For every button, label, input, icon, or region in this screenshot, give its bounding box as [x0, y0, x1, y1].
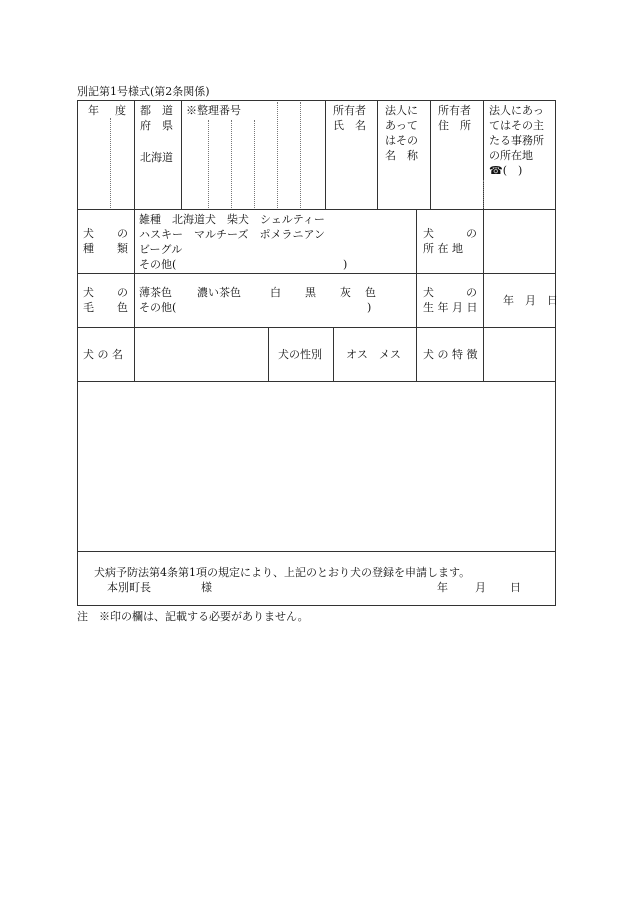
col-line	[134, 209, 135, 382]
col-line	[430, 100, 431, 210]
dotted-divider	[277, 102, 278, 208]
corp-name-label-3: はその	[385, 134, 418, 147]
location-label-bottom: 所 在 地	[423, 242, 463, 255]
mayor-label: 本別町長	[107, 581, 151, 594]
corp-name-label-4: 名 称	[385, 149, 418, 162]
coat-option[interactable]: 色	[365, 286, 376, 299]
application-month: 月	[475, 581, 486, 594]
owner-name-label-1: 所有者	[333, 104, 366, 117]
dotted-divider	[110, 118, 111, 208]
footnote: 注 ※印の欄は、記載する必要がありません。	[77, 610, 309, 623]
table-right-border	[555, 100, 556, 606]
col-line	[181, 100, 182, 210]
coat-label-top: 犬 の	[83, 286, 128, 299]
breed-options-line1[interactable]: 雑種 北海道犬 柴犬 シェルティー	[139, 213, 325, 226]
corp-office-label-4: の所在地	[489, 149, 533, 162]
coat-option[interactable]: 白	[270, 286, 281, 299]
table-bottom-border	[77, 605, 556, 606]
dotted-divider	[208, 120, 209, 208]
col-line	[268, 327, 269, 382]
corp-name-label-2: あって	[385, 119, 418, 132]
location-label-top: 犬 の	[423, 227, 477, 240]
row-line	[77, 381, 556, 382]
row-line	[77, 273, 556, 274]
prefecture-value: 北海道	[140, 151, 173, 164]
row-line	[77, 209, 556, 210]
dog-name-label: 犬 の 名	[83, 348, 123, 361]
coat-other-close: )	[367, 301, 372, 314]
prefecture-label-1: 都 道	[140, 104, 173, 117]
year-label-b: 度	[115, 104, 126, 117]
breed-label-top: 犬 の	[83, 227, 128, 240]
table-left-border	[77, 100, 78, 606]
table-top-border	[77, 100, 556, 101]
seiri-number-label: ※整理番号	[186, 104, 241, 117]
col-line	[416, 209, 417, 382]
birthdate-label-bottom: 生 年 月 日	[423, 301, 478, 314]
col-line	[377, 100, 378, 210]
row-line	[77, 551, 556, 552]
corp-office-label-1: 法人にあっ	[489, 104, 544, 117]
application-year: 年	[437, 581, 448, 594]
birthdate-label-top: 犬 の	[423, 286, 477, 299]
year-label-a: 年	[88, 104, 99, 117]
coat-option[interactable]: 灰	[340, 286, 351, 299]
birthdate-value[interactable]: 年 月 日	[503, 294, 558, 307]
owner-address-label-1: 所有者	[438, 104, 471, 117]
application-day: 日	[510, 581, 521, 594]
phone-label: ☎( )	[489, 164, 523, 177]
application-statement: 犬病予防法第4条第1項の規定により、上記のとおり犬の登録を申請します。	[94, 566, 471, 579]
owner-address-label-2: 住 所	[438, 119, 471, 132]
row-line	[77, 327, 556, 328]
form-title: 別記第1号様式(第2条関係)	[77, 85, 210, 98]
corp-name-label-1: 法人に	[385, 104, 418, 117]
coat-label-bottom: 毛 色	[83, 301, 128, 314]
owner-name-label-2: 氏 名	[333, 119, 366, 132]
col-line	[325, 100, 326, 210]
dog-sex-options[interactable]: オス メス	[346, 348, 401, 361]
col-line	[333, 327, 334, 382]
coat-other-open: その他(	[139, 301, 177, 314]
corp-office-label-2: てはその主	[489, 119, 544, 132]
breed-options-line2[interactable]: ハスキー マルチーズ ポメラニアン	[139, 228, 326, 241]
dotted-divider	[231, 120, 232, 208]
breed-options-line3[interactable]: ビーグル	[139, 243, 183, 256]
dotted-divider	[300, 102, 301, 208]
dotted-divider	[254, 120, 255, 208]
coat-option[interactable]: 黒	[305, 286, 316, 299]
coat-option[interactable]: 濃い茶色	[197, 286, 241, 299]
breed-other-close: )	[343, 258, 348, 271]
dog-features-label: 犬 の 特 徴	[423, 348, 478, 361]
col-line	[483, 209, 484, 382]
breed-label-bottom: 種 類	[83, 242, 128, 255]
dog-sex-label: 犬の性別	[278, 348, 322, 361]
honorific-label: 様	[201, 581, 212, 594]
prefecture-label-2: 府 県	[140, 119, 173, 132]
coat-option[interactable]: 薄茶色	[139, 286, 172, 299]
col-line	[134, 100, 135, 210]
breed-other-open: その他(	[139, 258, 177, 271]
corp-office-label-3: たる事務所	[489, 134, 544, 147]
